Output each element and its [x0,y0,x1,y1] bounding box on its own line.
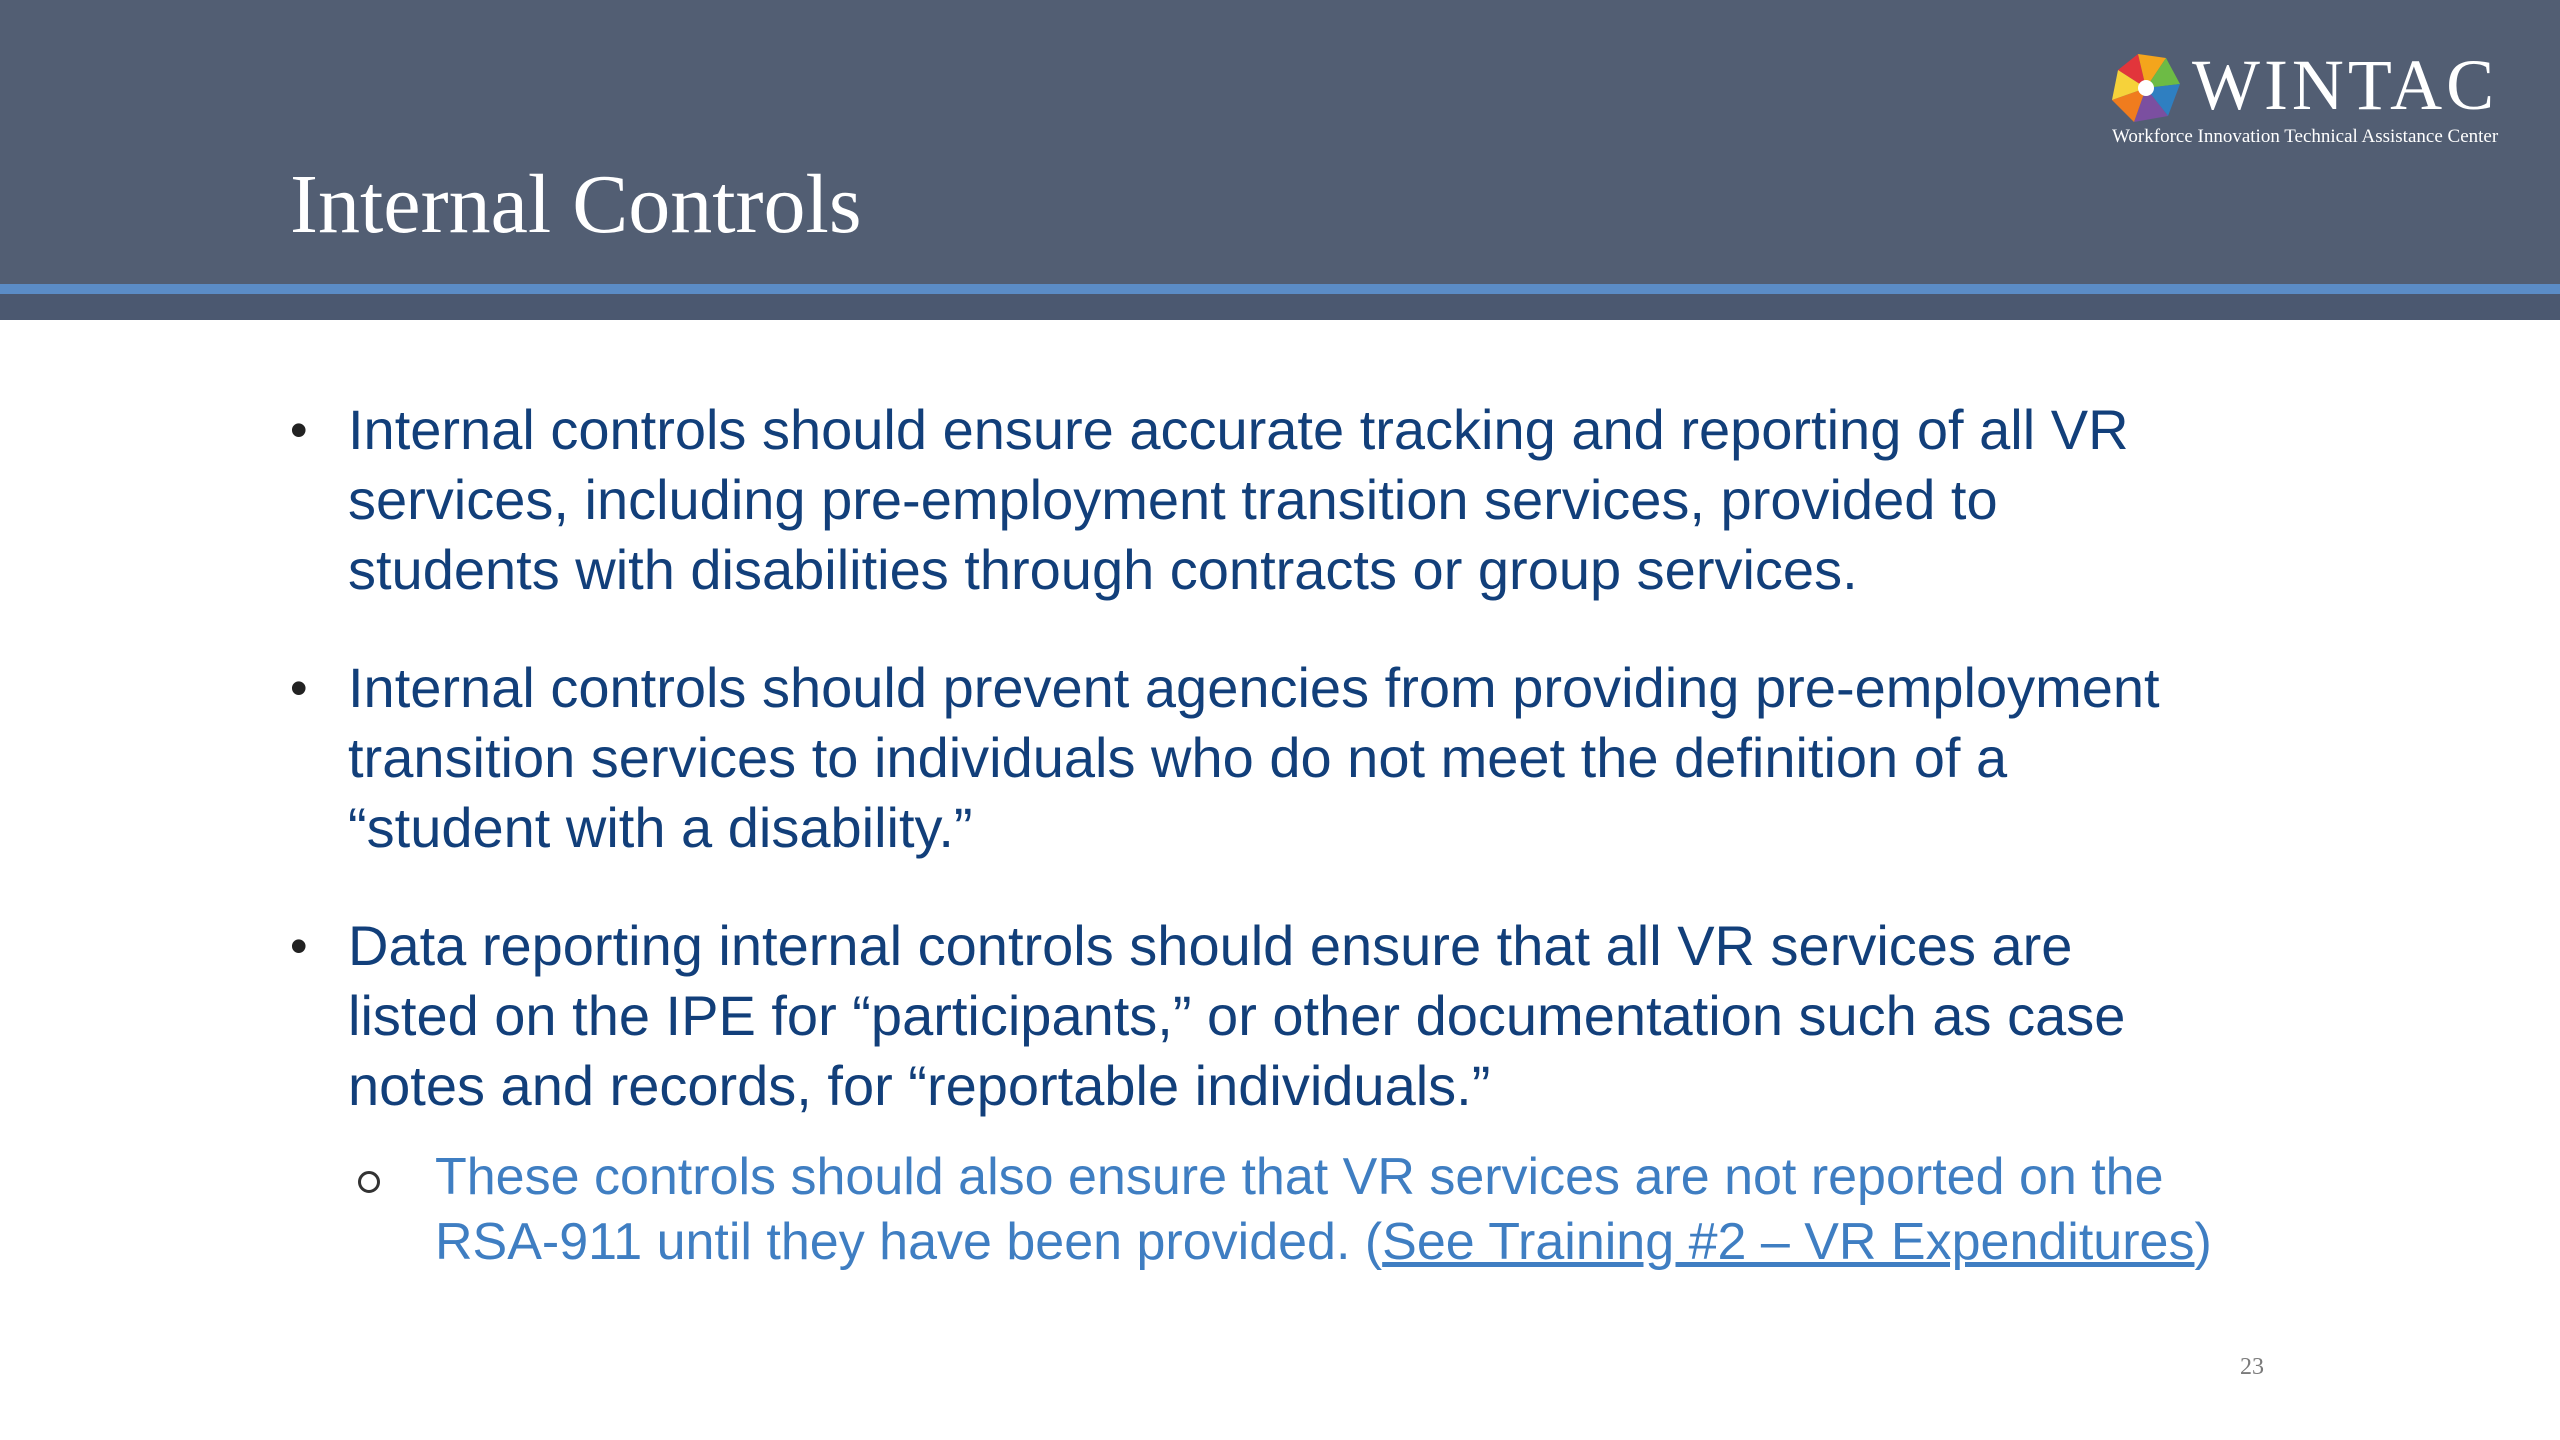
header-accent-stripe [0,284,2560,294]
bullet-line: students with disabilities through contracts or group services. [348,538,1858,601]
sub-bullet-line: These controls should also ensure that VR services are not reported on the [435,1148,2164,1206]
slide-title: Internal Controls [290,158,862,251]
bullet-item [290,395,2290,605]
bullet-dot-icon: • [290,402,308,458]
bullet-line: Data reporting internal controls should ensure that all VR services are [348,914,2073,977]
bullet-line: Internal controls should prevent agencies from providing pre-employment [348,656,2160,719]
sub-bullet-item [290,1145,2290,1275]
logo-wordmark: WINTAC [2192,45,2499,125]
pinwheel-logo-icon [2108,50,2184,126]
bullet-line: services, including pre-employment transition services, provided to [348,468,1998,531]
sub-bullet-prefix: RSA-911 until they have been provided. ( [435,1213,1383,1271]
header-bottom-band [0,294,2560,320]
bullet-dot-icon: • [290,660,308,716]
bullet-line: notes and records, for “reportable individuals.” [348,1054,1491,1117]
bullet-line: listed on the IPE for “participants,” or other documentation such as case [348,984,2126,1047]
sub-bullet-suffix: ) [2194,1213,2212,1271]
bullet-item [290,911,2290,1121]
wintac-logo [2108,44,2528,154]
hollow-circle-bullet-icon [358,1171,380,1193]
bullet-line: transition services to individuals who do not meet the definition of a [348,726,2008,789]
bullet-line: Internal controls should ensure accurate tracking and reporting of all VR [348,398,2129,461]
slide-body [290,395,2290,1275]
bullet-line: “student with a disability.” [348,796,973,859]
sub-bullet-line [435,1210,2290,1275]
page-number: 23 [2240,1354,2264,1380]
bullet-dot-icon: • [290,918,308,974]
bullet-item [290,653,2290,863]
training-link[interactable]: See Training #2 – VR Expenditures [1382,1213,2195,1271]
logo-subtitle: Workforce Innovation Technical Assistance Center [2112,126,2499,147]
